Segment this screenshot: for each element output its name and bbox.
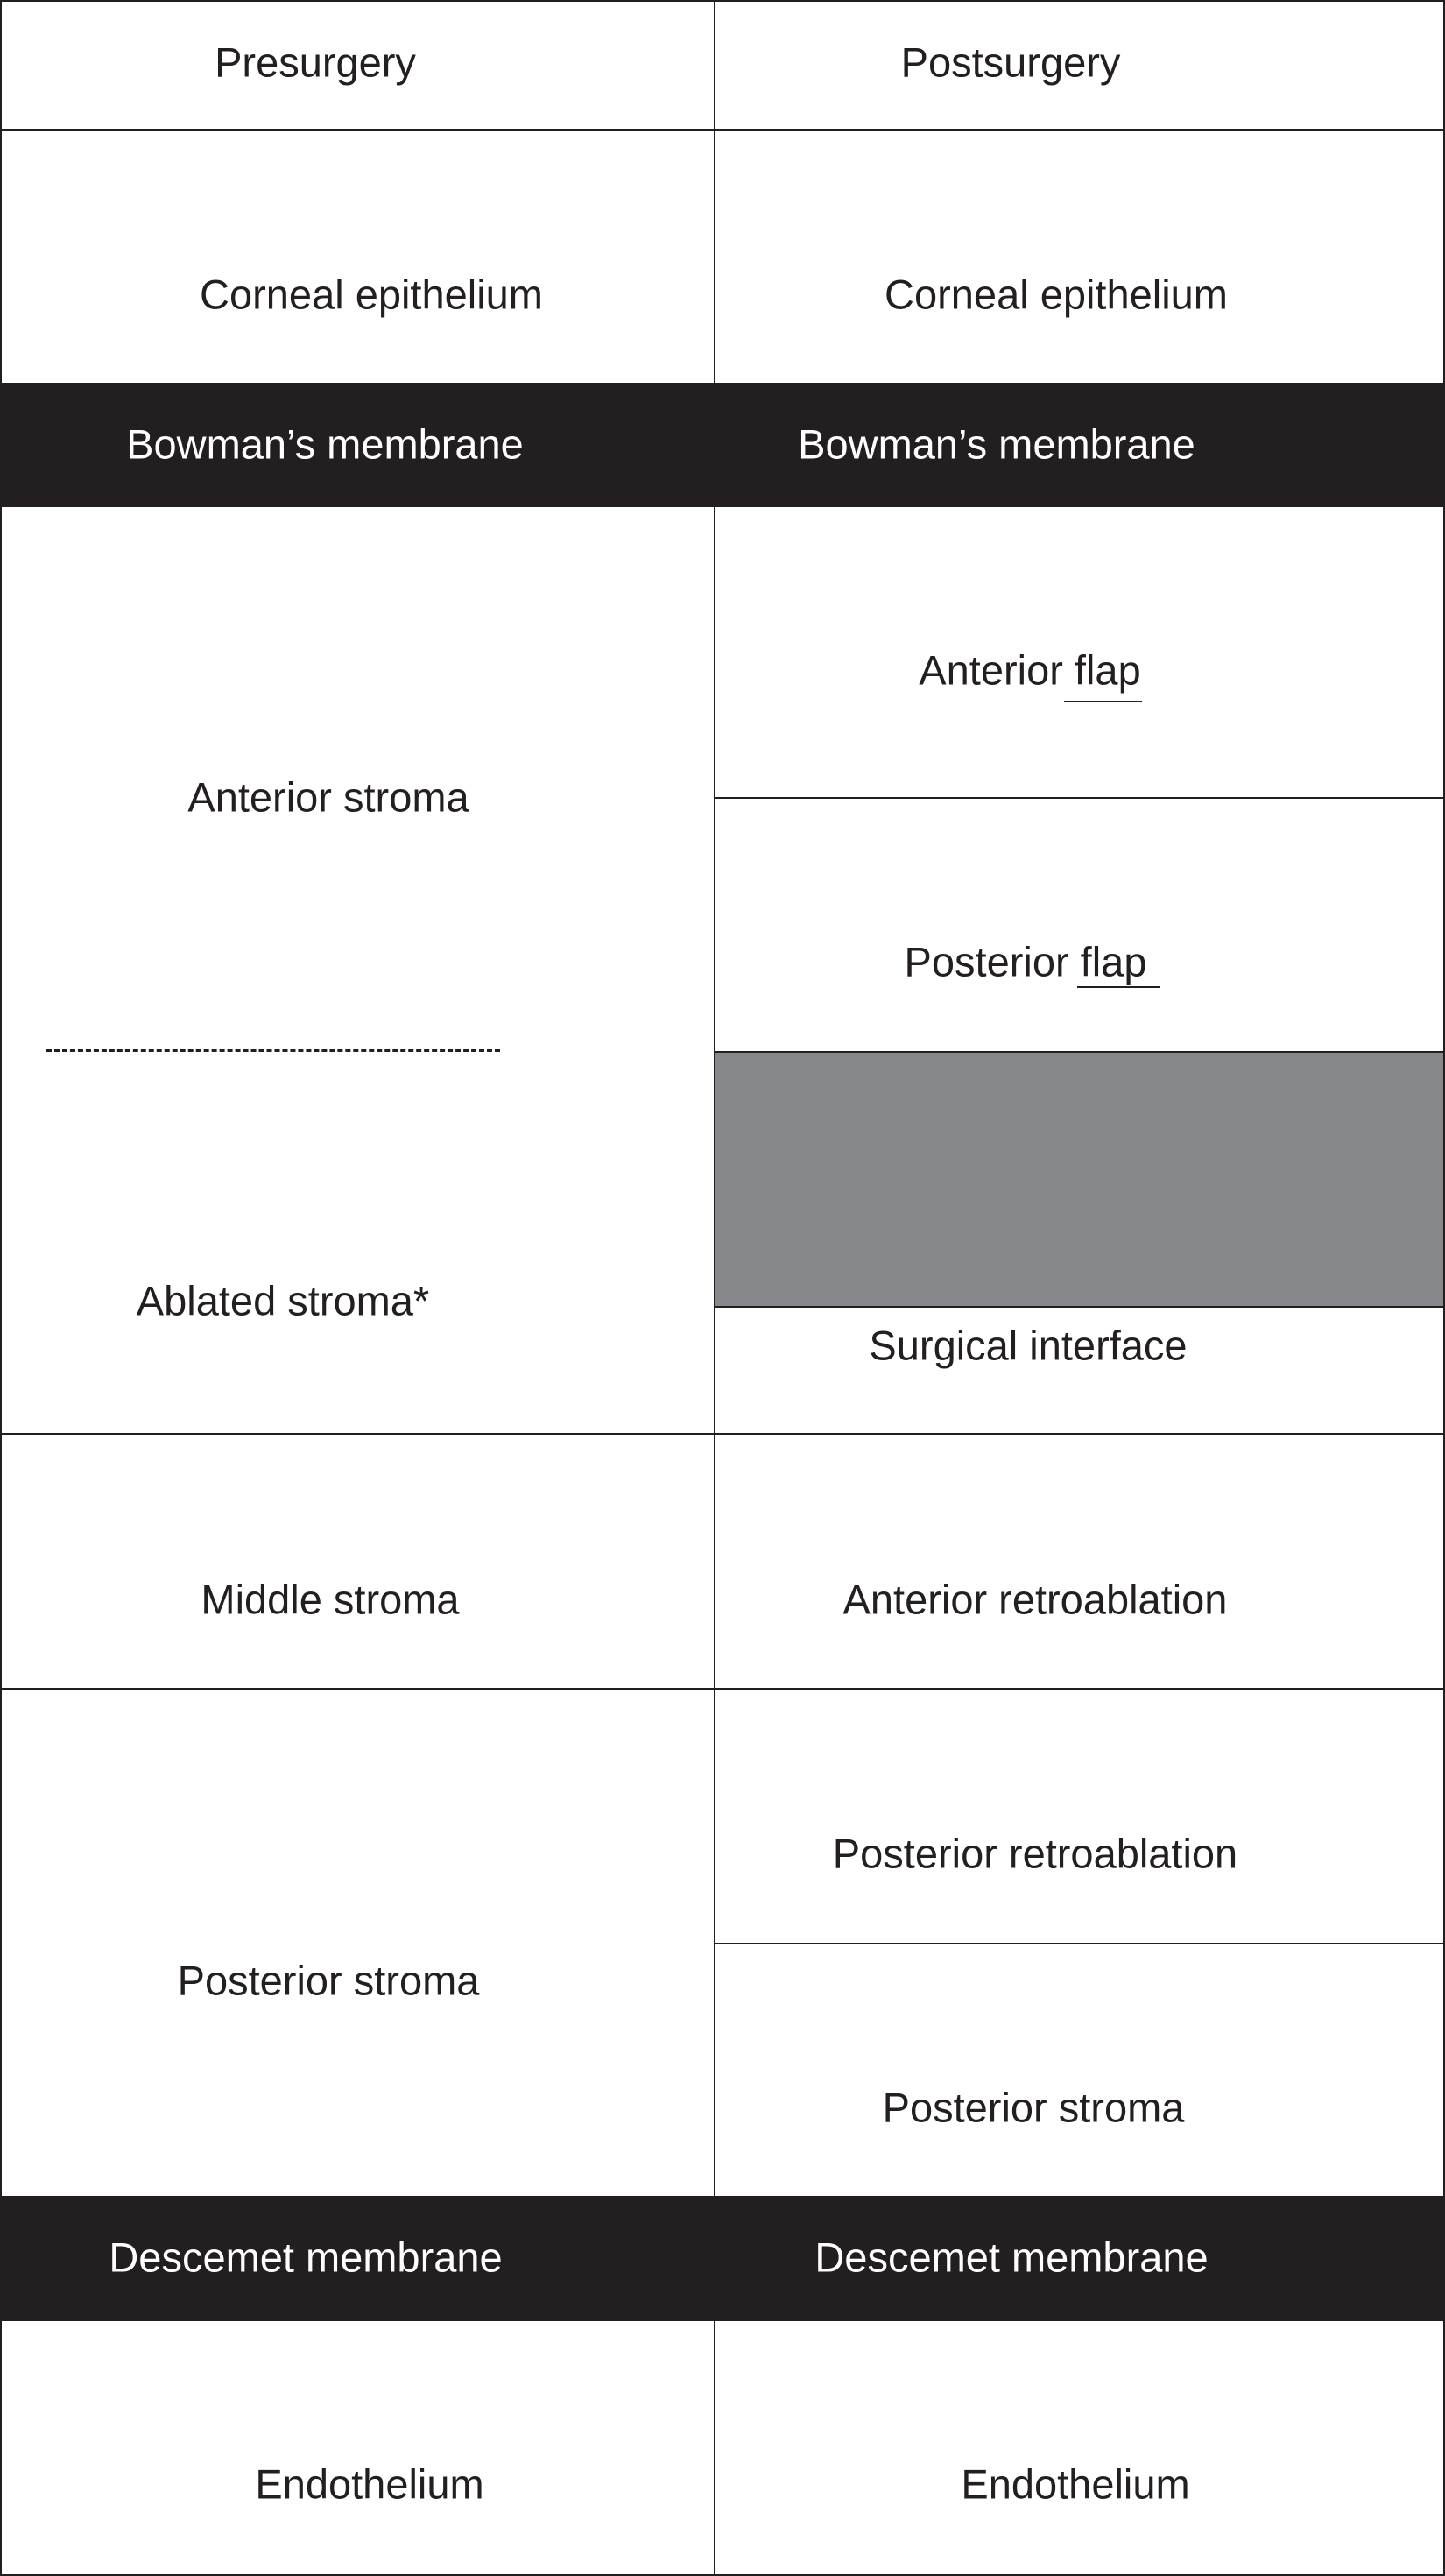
post-label-bowmans-membrane: Bowman’s membrane [798, 420, 1195, 468]
post-posterior-flap-cell [714, 797, 1445, 1053]
pre-label-posterior-stroma: Posterior stroma [177, 1957, 480, 2004]
pre-label-bowmans-membrane: Bowman’s membrane [126, 420, 524, 468]
post-label-surgical-interface: Surgical interface [869, 1322, 1188, 1369]
post-label-posterior-stroma: Posterior stroma [882, 2084, 1185, 2131]
pre-corneal-epithelium-cell [0, 129, 715, 385]
pre-label-ablated-stroma: Ablated stroma* [136, 1277, 430, 1324]
post-posterior-retroablation-cell [714, 1688, 1445, 1944]
pre-posterior-stroma-cell [0, 1688, 715, 2198]
post-label-descemet-membrane: Descemet membrane [814, 2234, 1209, 2281]
post-anterior-retroablation-cell [714, 1433, 1445, 1690]
post-label-posterior-flap: Posterior flap [904, 938, 1147, 985]
pre-middle-stroma-cell [0, 1433, 715, 1690]
pre-label-anterior-stroma: Anterior stroma [187, 773, 469, 821]
post-label-posterior-retroablation: Posterior retroablation [832, 1830, 1238, 1877]
post-corneal-epithelium-cell [714, 129, 1445, 385]
pre-label-corneal-epithelium: Corneal epithelium [200, 271, 543, 318]
post-removed-tissue-block [714, 1051, 1445, 1308]
post-label-anterior-flap: Anterior flap [919, 646, 1141, 694]
pre-label-endothelium: Endothelium [255, 2460, 484, 2508]
post-endothelium-cell [714, 2319, 1445, 2576]
header-postsurgery: Postsurgery [900, 39, 1121, 86]
ablation-boundary-dashed-line [46, 1049, 500, 1052]
post-label-corneal-epithelium: Corneal epithelium [885, 271, 1228, 318]
header-presurgery: Presurgery [215, 39, 416, 86]
post-label-anterior-retroablation: Anterior retroablation [842, 1576, 1228, 1623]
pre-label-descemet-membrane: Descemet membrane [109, 2234, 503, 2281]
pre-label-middle-stroma: Middle stroma [201, 1576, 460, 1623]
post-posterior-stroma-cell [714, 1943, 1445, 2198]
posterior-flap-underline [1077, 986, 1160, 988]
post-label-endothelium: Endothelium [961, 2460, 1190, 2508]
anterior-flap-underline [1064, 701, 1142, 702]
pre-endothelium-cell [0, 2319, 715, 2576]
